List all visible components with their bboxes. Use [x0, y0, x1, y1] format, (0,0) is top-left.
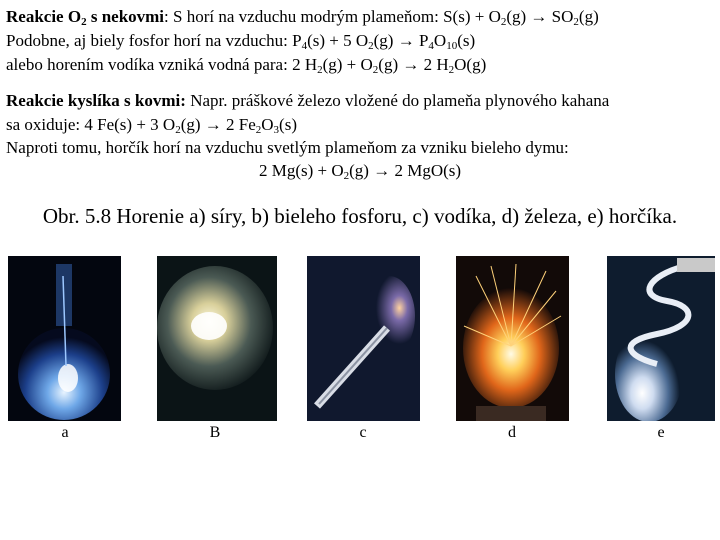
label-a: a [61, 424, 69, 441]
figure-caption: Obr. 5.8 Horenie a) síry, b) bieleho fosforu, c) vodíka, d) železa, e) horčíka. [42, 204, 678, 228]
o2-metals-heading: Reakcie kyslíka s kovmi: [6, 91, 186, 110]
label-b: B [209, 424, 221, 441]
phosphorus-equation-line: Podobne, aj biely fosfor horí na vzduchu: $P_4(s) + 5$ $O_2(g) \to P_4O_{10}(s)$ [6, 31, 476, 52]
o2-nonmetals-line-1: Reakcie $O_2$ s nekovmi: S horí na vzduchu modrým plameňom: $S(s) + O_2(g) \to SO_2(g)$ [6, 7, 599, 28]
photo-sulfur-flask [8, 256, 121, 421]
phosphorus-image [157, 256, 277, 421]
magnesium-image [607, 256, 715, 421]
hydrogen-equation-line: alebo horením vodíka vzniká vodná para: 2 $H_2(g) + O_2(g) \to 2$ $H_2O(g)$ [6, 55, 487, 76]
sulfur-flask-image [8, 256, 121, 421]
photo-iron [456, 256, 569, 421]
label-e: e [657, 424, 665, 441]
magnesium-equation-line: 2 $Mg(s) + O_2(g) \to 2$ MgO(s) [258, 161, 462, 182]
photo-magnesium [607, 256, 715, 421]
photo-hydrogen [307, 256, 420, 421]
o2-nonmetals-heading: Reakcie $O_2$ s nekovmi [6, 7, 165, 28]
o2-metals-line-1: Reakcie kyslíka s kovmi: Napr. práškové železo vložené do plameňa plynového kahana [6, 91, 610, 110]
iron-image [456, 256, 569, 421]
hydrogen-image [307, 256, 420, 421]
photo-phosphorus [157, 256, 277, 421]
label-c: c [359, 424, 367, 441]
iron-equation-line: sa oxiduje: 4 Fe(s) + 3 $O_2(g) \to 2$ $Fe_2O_3(s)$ [6, 115, 297, 136]
magnesium-text-line: Naproti tomu, horčík horí na vzduchu svetlým plameňom za vzniku bieleho dymu: [6, 138, 569, 157]
label-d: d [508, 424, 516, 441]
